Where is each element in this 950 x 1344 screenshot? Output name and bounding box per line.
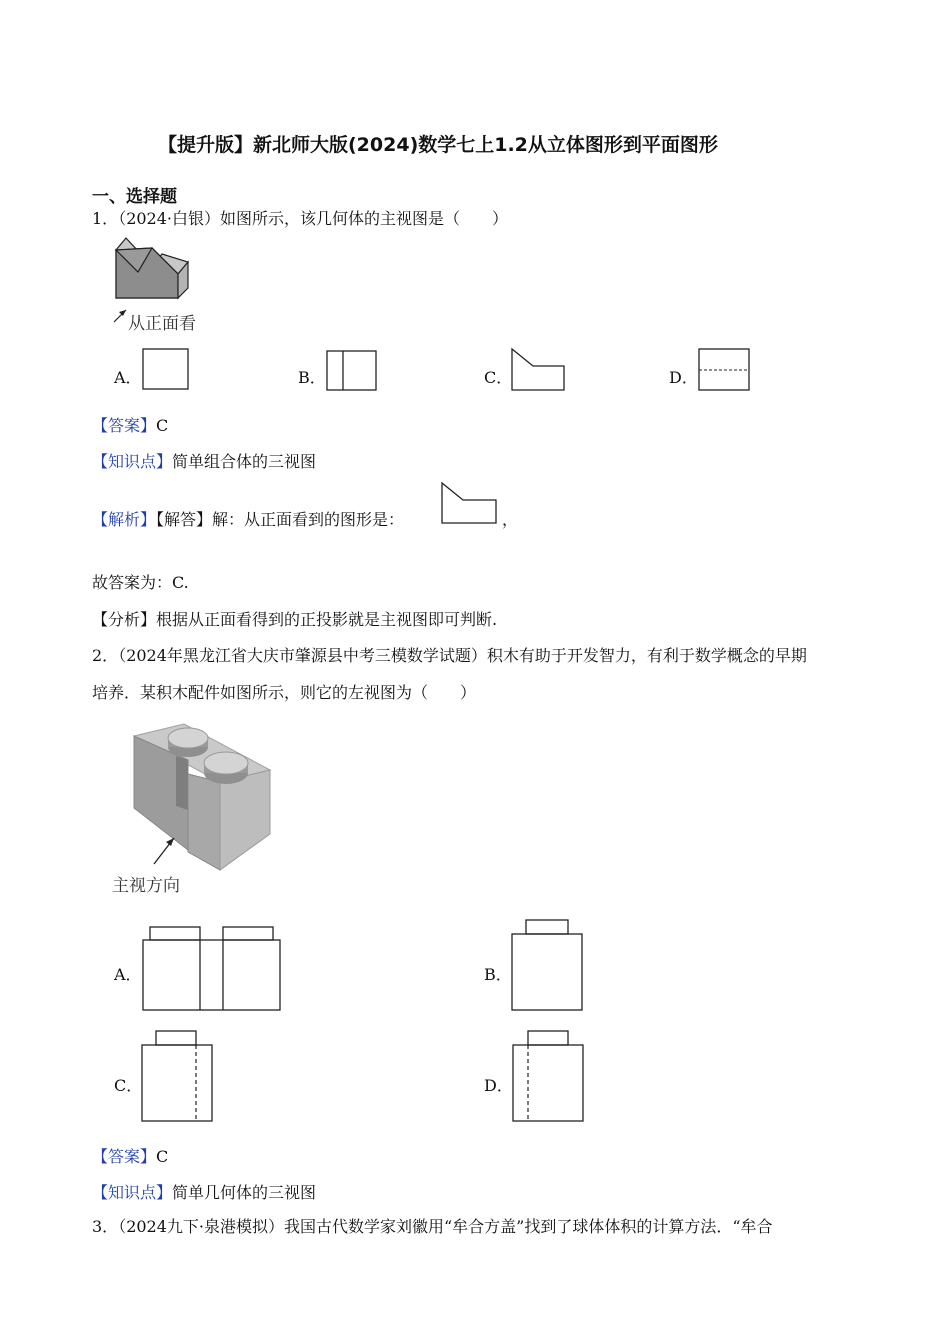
q2-text-line1: （2024年黑龙江省大庆市肇源县中考三模数学试题）积木有助于开发智力，有利于数学概念的早期 [118,646,807,665]
q2-answer [92,1144,168,1167]
q2-option-c-label[interactable]: C． [114,1076,143,1095]
q1-option-c-label[interactable]: C． [484,368,513,387]
q1-number: 1． [92,209,119,228]
q2-answer-tag: 【答案】 [92,1147,157,1166]
q2-knowledge-tag: 【知识点】 [92,1183,173,1202]
q2-option-b-figure[interactable] [511,919,585,1013]
q1-analysis [92,507,404,530]
q2-option-d-label[interactable]: D． [484,1076,513,1095]
q2-option-a-label[interactable]: A． [114,965,142,984]
q2-stem-line1 [92,643,807,666]
q2-block-figure [130,722,280,872]
page-title: 【提升版】新北师大版(2024)数学七上1.2从立体图形到平面图形 [158,134,718,156]
q2-knowledge [92,1180,316,1203]
q1-option-d-figure[interactable] [698,348,752,392]
q1-analysis-suffix: ， [502,510,519,529]
q1-analysis-text: 【解答】解：从正面看到的图形是： [156,510,405,529]
q3-text: （2024九下·泉港模拟）我国古代数学家刘徽用“牟合方盖”找到了球体体积的计算方法．“牟合 [118,1217,773,1236]
q2-number: 2． [92,646,119,665]
section-heading: 一、选择题 [92,187,177,207]
q1-option-c-figure[interactable] [511,348,567,392]
q1-answer-tag: 【答案】 [92,416,157,435]
q2-option-c-figure[interactable] [141,1030,215,1124]
q1-knowledge-value: 简单组合体的三视图 [172,452,317,471]
q1-option-a-figure[interactable] [142,348,190,392]
q2-answer-value: C [156,1147,169,1166]
q1-conclusion: 故答案为：C. [92,573,189,592]
q1-knowledge [92,449,316,472]
q1-analysis-figure [441,482,499,526]
q1-figure-caption: 从正面看 [128,314,196,334]
q1-option-b-figure[interactable] [326,350,378,392]
q1-option-b-label[interactable]: B． [298,368,326,387]
q1-answer-value: C [156,416,169,435]
q2-option-a-figure[interactable] [142,926,282,1014]
q1-option-a-label[interactable]: A． [114,368,142,387]
q1-answer [92,413,168,436]
q2-figure-caption: 主视方向 [112,876,180,896]
q2-knowledge-value: 简单几何体的三视图 [172,1183,317,1202]
q1-option-d-label[interactable]: D． [669,368,698,387]
q1-stem [92,206,508,229]
q1-knowledge-tag: 【知识点】 [92,452,173,471]
q1-text: （2024·白银）如图所示，该几何体的主视图是（ ） [118,209,508,228]
q2-stem-line2: 培养．某积木配件如图所示，则它的左视图为（ ） [92,683,477,702]
q2-option-d-figure[interactable] [512,1030,586,1124]
q1-analysis-tag: 【解析】 [92,510,157,529]
q3-number: 3． [92,1217,119,1236]
q3-stem [92,1214,773,1237]
q1-analysis-note: 【分析】根据从正面看得到的正投影就是主视图即可判断. [92,610,498,629]
q2-option-b-label[interactable]: B． [484,965,512,984]
